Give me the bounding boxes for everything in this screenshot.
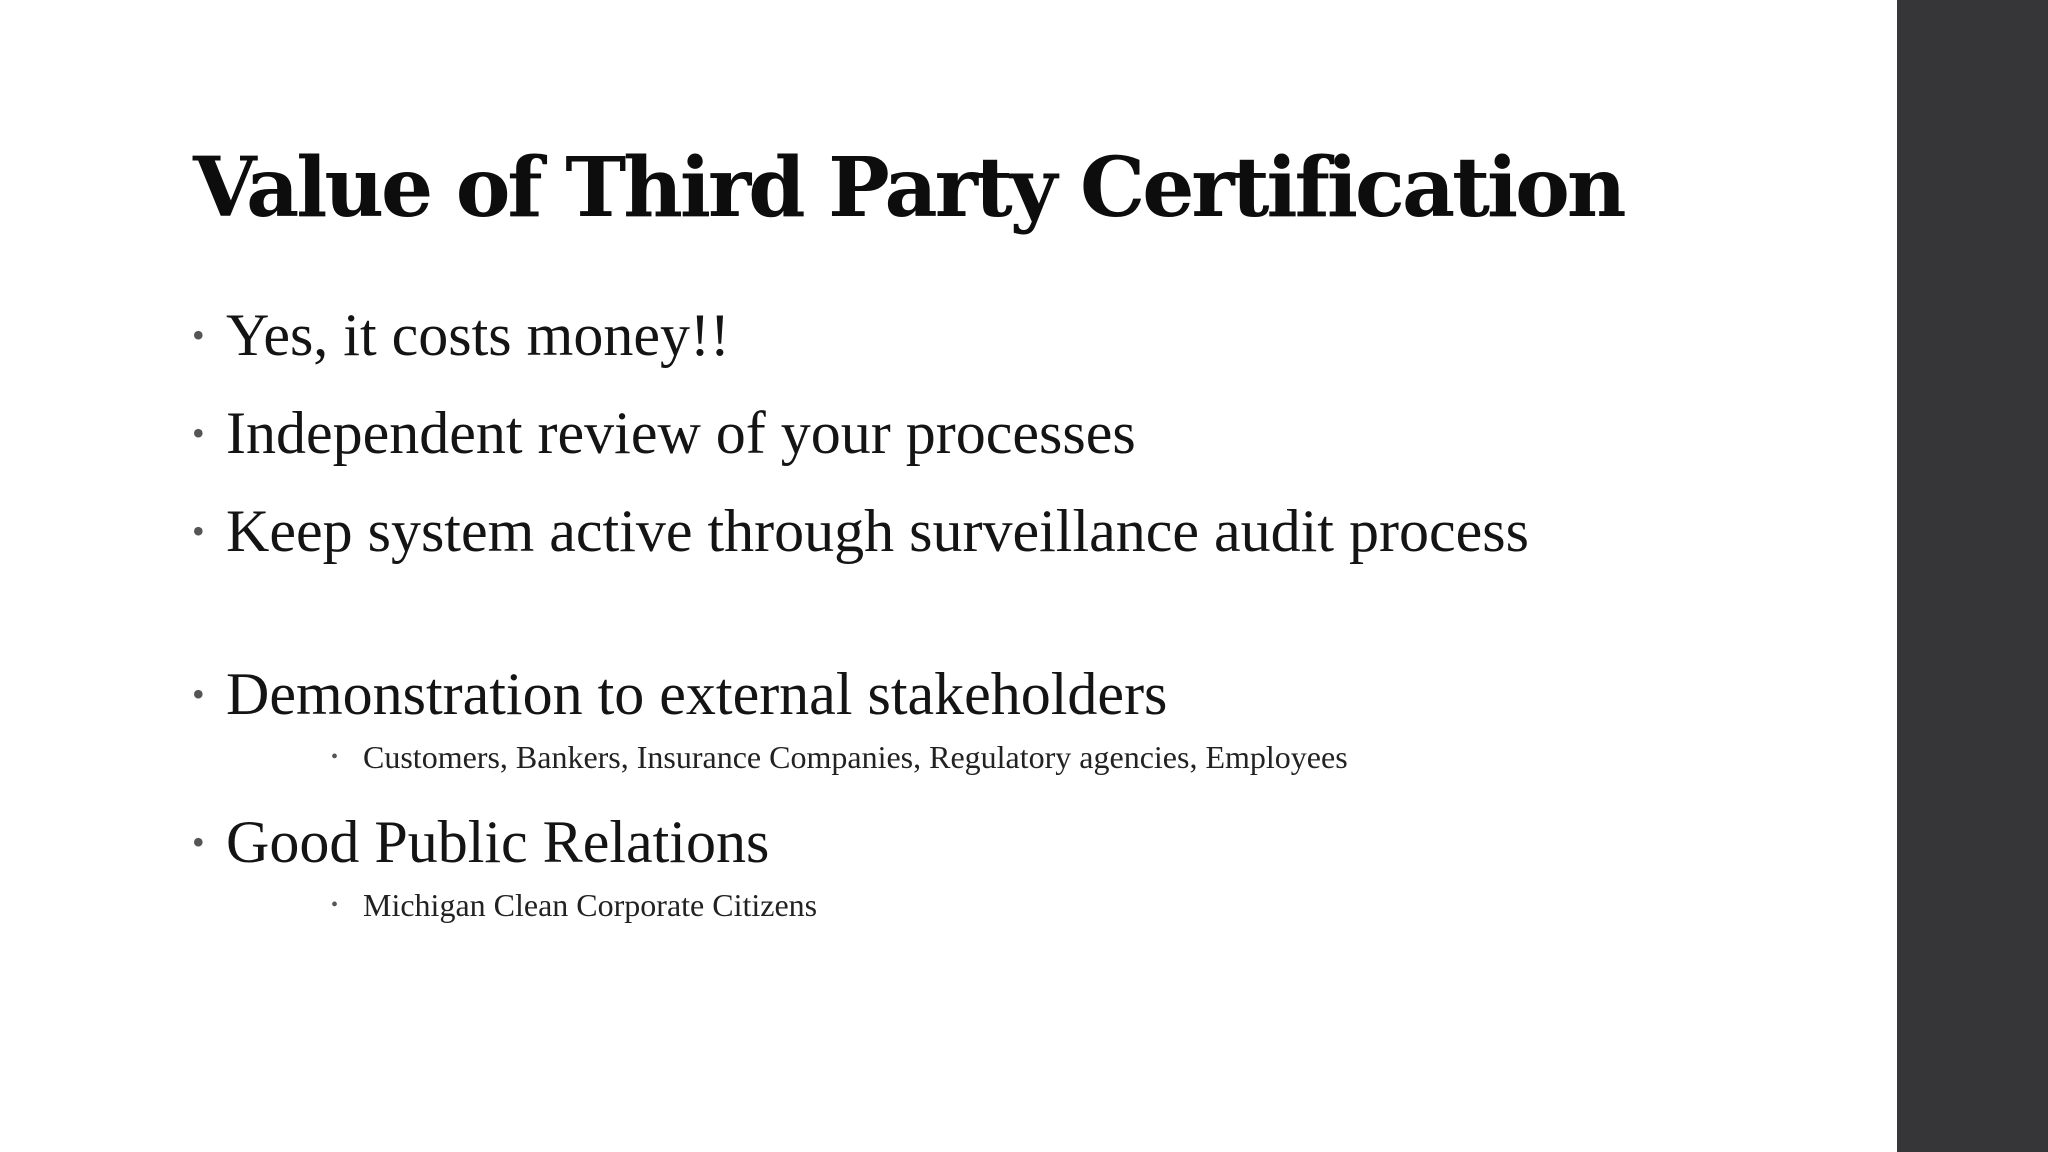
bullet-text: Keep system active through surveillance audit process bbox=[226, 498, 1529, 564]
bullet-icon: • bbox=[192, 674, 205, 714]
bullet-text: Good Public Relations bbox=[226, 809, 770, 875]
side-accent-bar bbox=[1897, 0, 2048, 1152]
bullet-text: Yes, it costs money!! bbox=[226, 302, 730, 368]
sub-bullet-item bbox=[331, 737, 1731, 777]
sub-bullet-icon: • bbox=[331, 894, 339, 916]
bullet-icon: • bbox=[192, 822, 205, 862]
bullet-icon: • bbox=[192, 413, 205, 453]
sub-bullet-icon: • bbox=[331, 746, 339, 768]
bullet-item bbox=[192, 809, 1572, 875]
bullet-text: Independent review of your processes bbox=[226, 400, 1136, 466]
sub-bullet-item bbox=[331, 885, 1731, 925]
bullet-item bbox=[192, 498, 1572, 564]
bullet-icon: • bbox=[192, 315, 205, 355]
sub-bullet-text: Customers, Bankers, Insurance Companies, Regulatory agencies, Employees bbox=[363, 739, 1348, 775]
bullet-item bbox=[192, 302, 1572, 368]
bullet-text: Demonstration to external stakeholders bbox=[226, 661, 1168, 727]
bullet-item bbox=[192, 661, 1572, 727]
bullet-item bbox=[192, 400, 1572, 466]
sub-bullet-text: Michigan Clean Corporate Citizens bbox=[363, 887, 818, 923]
slide-title: Value of Third Party Certification bbox=[193, 140, 1624, 236]
bullet-icon: • bbox=[192, 511, 205, 551]
